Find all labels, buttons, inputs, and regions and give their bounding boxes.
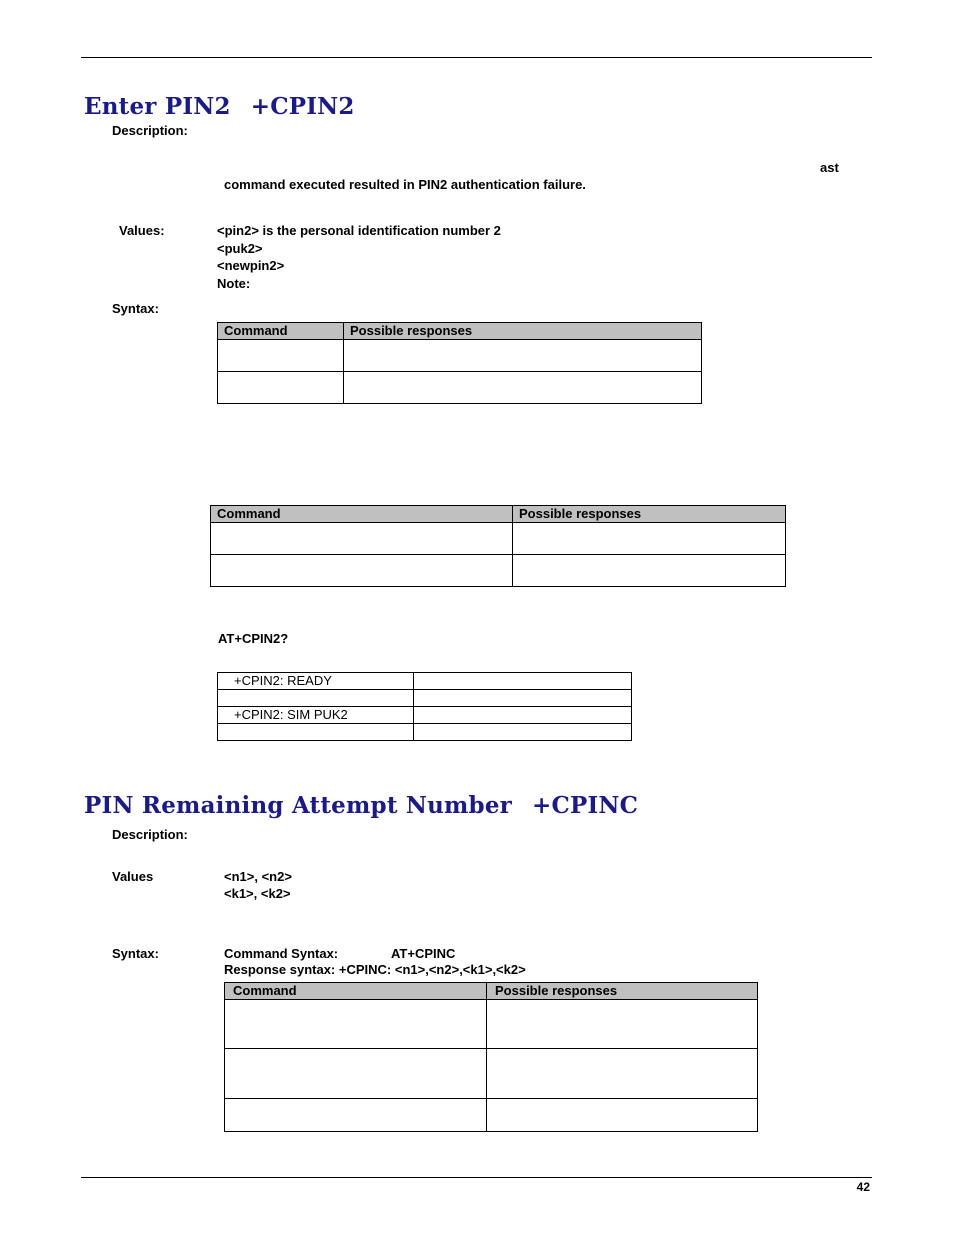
table-cell bbox=[218, 690, 414, 707]
table-cell bbox=[414, 724, 632, 741]
table-row bbox=[218, 340, 702, 372]
response-syntax-label: Response syntax: bbox=[224, 962, 336, 977]
section-title-main: PIN Remaining Attempt Number bbox=[84, 792, 512, 819]
table-row bbox=[211, 555, 786, 587]
query-command: AT+CPIN2? bbox=[218, 631, 289, 646]
syntax-table-1 bbox=[217, 322, 702, 404]
description-fragment: ast bbox=[820, 160, 839, 175]
syntax-label: Syntax: bbox=[112, 301, 159, 316]
table-row bbox=[218, 673, 632, 690]
table-row bbox=[218, 372, 702, 404]
table-row bbox=[225, 1049, 758, 1099]
response-table bbox=[217, 672, 632, 741]
table-row bbox=[218, 724, 632, 741]
table-row bbox=[218, 690, 632, 707]
section-title-main: Enter PIN2 bbox=[84, 93, 231, 120]
table-cell bbox=[487, 1099, 758, 1132]
table-cell bbox=[225, 1049, 487, 1099]
table-row bbox=[225, 1000, 758, 1049]
description-label: Description: bbox=[112, 827, 188, 842]
table-header-responses: Possible responses bbox=[513, 506, 786, 523]
table-cell bbox=[414, 673, 632, 690]
note-label: Note: bbox=[217, 276, 251, 291]
table-cell bbox=[487, 1000, 758, 1049]
section-title-command: +CPINC bbox=[531, 792, 639, 819]
command-syntax-value: AT+CPINC bbox=[391, 946, 456, 961]
table-header-command: Command bbox=[218, 323, 344, 340]
values-label: Values bbox=[112, 869, 154, 884]
footer-rule bbox=[81, 1177, 872, 1178]
table-cell bbox=[211, 523, 513, 555]
table-cell bbox=[513, 523, 786, 555]
response-sim-puk2: +CPIN2: SIM PUK2 bbox=[218, 707, 414, 724]
section-title-enter-pin2 bbox=[84, 93, 355, 120]
table-header-command: Command bbox=[211, 506, 513, 523]
table-cell bbox=[211, 555, 513, 587]
description-text: command executed resulted in PIN2 authentication failure. bbox=[224, 177, 586, 192]
command-syntax-label: Command Syntax: bbox=[224, 946, 339, 961]
table-cell bbox=[344, 372, 702, 404]
table-cell bbox=[344, 340, 702, 372]
values-label: Values: bbox=[119, 223, 165, 238]
syntax-table-cpinc bbox=[224, 982, 758, 1132]
table-row bbox=[225, 1099, 758, 1132]
value-newpin2: <newpin2> bbox=[217, 258, 285, 273]
table-cell bbox=[218, 372, 344, 404]
section-title-command: +CPIN2 bbox=[250, 93, 355, 120]
table-cell bbox=[414, 707, 632, 724]
value-n1-n2: <n1>, <n2> bbox=[224, 869, 292, 884]
syntax-table-2 bbox=[210, 505, 786, 587]
value-k1-k2: <k1>, <k2> bbox=[224, 886, 291, 901]
value-puk2: <puk2> bbox=[217, 241, 263, 256]
syntax-label: Syntax: bbox=[112, 946, 159, 961]
table-cell bbox=[513, 555, 786, 587]
table-header-responses: Possible responses bbox=[344, 323, 702, 340]
header-rule bbox=[81, 57, 872, 58]
value-pin2: <pin2> is the personal identification number 2 bbox=[217, 223, 501, 238]
response-syntax-value: +CPINC: <n1>,<n2>,<k1>,<k2> bbox=[338, 962, 526, 977]
table-cell bbox=[225, 1099, 487, 1132]
description-label: Description: bbox=[112, 123, 188, 138]
response-ready: +CPIN2: READY bbox=[218, 673, 414, 690]
section-title-pin-remaining bbox=[84, 792, 638, 819]
table-row bbox=[218, 707, 632, 724]
response-syntax bbox=[224, 962, 526, 977]
table-row bbox=[211, 523, 786, 555]
table-cell bbox=[218, 724, 414, 741]
table-header-responses: Possible responses bbox=[487, 983, 758, 1000]
table-cell bbox=[414, 690, 632, 707]
table-cell bbox=[487, 1049, 758, 1099]
table-cell bbox=[218, 340, 344, 372]
table-cell bbox=[225, 1000, 487, 1049]
table-header-command: Command bbox=[225, 983, 487, 1000]
page-number: 42 bbox=[856, 1180, 870, 1194]
